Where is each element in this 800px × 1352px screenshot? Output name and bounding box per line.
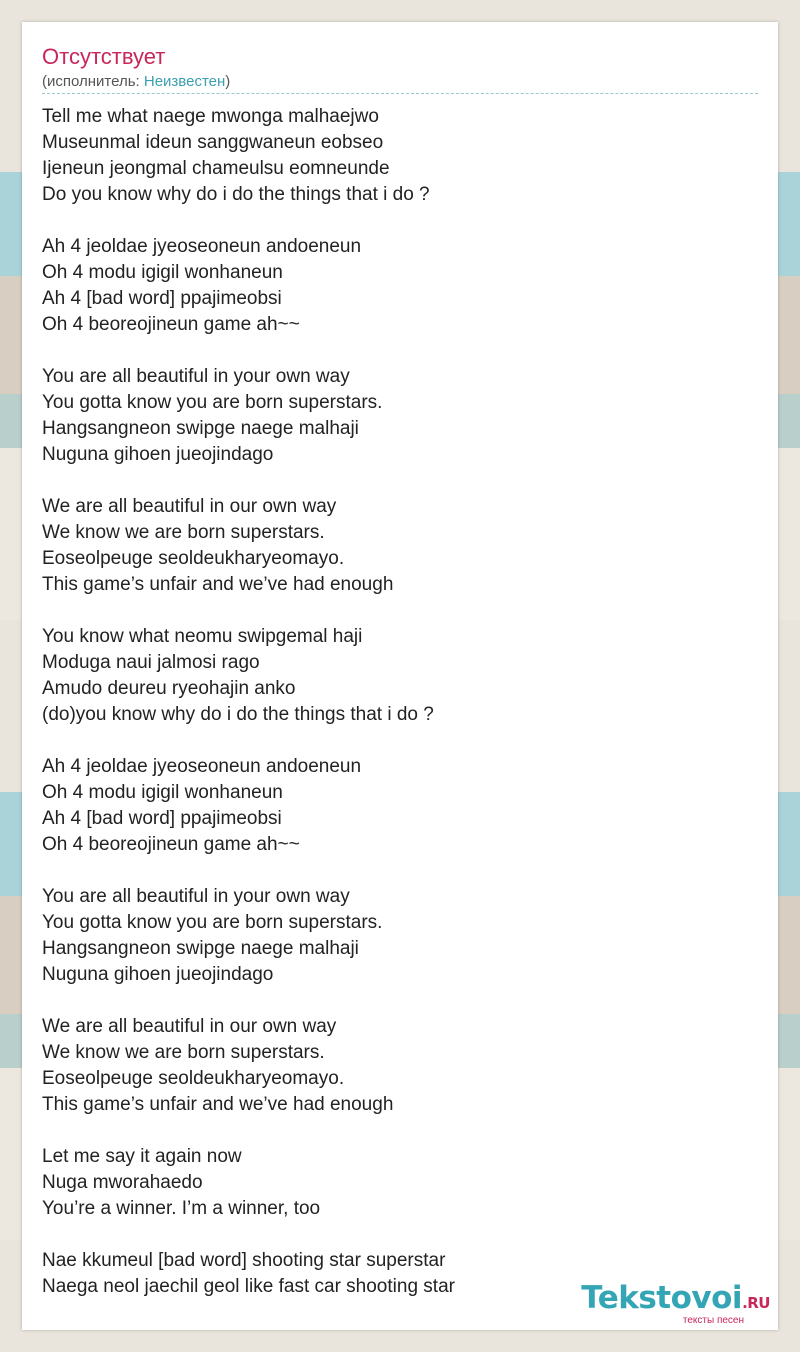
stanza-break — [42, 988, 758, 1014]
lyric-line: You gotta know you are born superstars. — [42, 392, 383, 413]
artist-link[interactable]: Неизвестен — [143, 73, 226, 90]
lyric-line: This game’s unfair and we’ve had enough — [42, 1094, 394, 1115]
stanza-break — [42, 338, 758, 364]
lyric-line: Moduga naui jalmosi rago — [42, 652, 260, 673]
lyric-line: Naega neol jaechil geol like fast car shooting star — [42, 1276, 455, 1297]
lyric-line: You’re a winner. I’m a winner, too — [42, 1198, 321, 1219]
lyric-line: We know we are born superstars. — [42, 522, 325, 543]
stanza-break — [42, 1118, 758, 1144]
lyric-line: This game’s unfair and we’ve had enough — [42, 574, 394, 595]
lyric-line: Ah 4 jeoldae jyeoseoneun andoeneun — [42, 756, 362, 777]
lyric-line: Museunmal ideun sanggwaneun eobseo — [42, 132, 384, 153]
lyric-line: Tell me what naege mwonga malhaejwo — [42, 106, 379, 127]
artist-line — [42, 73, 230, 91]
lyric-line: Ah 4 [bad word] ppajimeobsi — [42, 808, 282, 829]
lyric-line: Oh 4 beoreojineun game ah~~ — [42, 834, 300, 855]
title-divider — [42, 93, 758, 94]
stanza-break — [42, 1222, 758, 1248]
stanza-break — [42, 208, 758, 234]
artist-suffix: ) — [225, 73, 231, 90]
lyric-line: You gotta know you are born superstars. — [42, 912, 383, 933]
site-logo[interactable] — [581, 1281, 770, 1326]
song-title: Отсутствует — [42, 44, 166, 69]
logo-tagline: тексты песен — [682, 1315, 744, 1326]
lyric-line: You are all beautiful in your own way — [42, 366, 350, 387]
lyric-line: We are all beautiful in our own way — [42, 1016, 337, 1037]
lyric-line: Nae kkumeul [bad word] shooting star superstar — [42, 1250, 446, 1271]
lyric-line: Nuguna gihoen jueojindago — [42, 964, 274, 985]
lyric-line: We know we are born superstars. — [42, 1042, 325, 1063]
lyric-line: Hangsangneon swipge naege malhaji — [42, 938, 359, 959]
lyric-line: Ah 4 jeoldae jyeoseoneun andoeneun — [42, 236, 362, 257]
stanza-break — [42, 728, 758, 754]
lyric-line: Nuguna gihoen jueojindago — [42, 444, 274, 465]
lyric-line: You know what neomu swipgemal haji — [42, 626, 363, 647]
lyric-line: You are all beautiful in your own way — [42, 886, 350, 907]
lyric-line: Eoseolpeuge seoldeukharyeomayo. — [42, 548, 345, 569]
lyric-line: (do)you know why do i do the things that i do ? — [42, 704, 434, 725]
stanza-break — [42, 468, 758, 494]
stanza-break — [42, 858, 758, 884]
lyric-line: Eoseolpeuge seoldeukharyeomayo. — [42, 1068, 345, 1089]
lyrics-body — [42, 104, 758, 1300]
lyric-line: Oh 4 modu igigil wonhaneun — [42, 782, 283, 803]
artist-prefix: (исполнитель: — [42, 73, 144, 90]
lyric-line: Do you know why do i do the things that i do ? — [42, 184, 430, 205]
lyric-line: Ah 4 [bad word] ppajimeobsi — [42, 288, 282, 309]
lyrics-card — [22, 22, 778, 1330]
lyric-line: Hangsangneon swipge naege malhaji — [42, 418, 359, 439]
lyric-line: Ijeneun jeongmal chameulsu eomneunde — [42, 158, 390, 179]
lyric-line: Oh 4 modu igigil wonhaneun — [42, 262, 283, 283]
logo-tld: .RU — [742, 1294, 770, 1312]
lyric-line: Oh 4 beoreojineun game ah~~ — [42, 314, 300, 335]
lyric-line: Amudo deureu ryeohajin anko — [42, 678, 296, 699]
lyric-line: Nuga mworahaedo — [42, 1172, 203, 1193]
lyric-line: We are all beautiful in our own way — [42, 496, 337, 517]
logo-name: Tekstovoi — [581, 1280, 743, 1316]
lyric-line: Let me say it again now — [42, 1146, 242, 1167]
stanza-break — [42, 598, 758, 624]
